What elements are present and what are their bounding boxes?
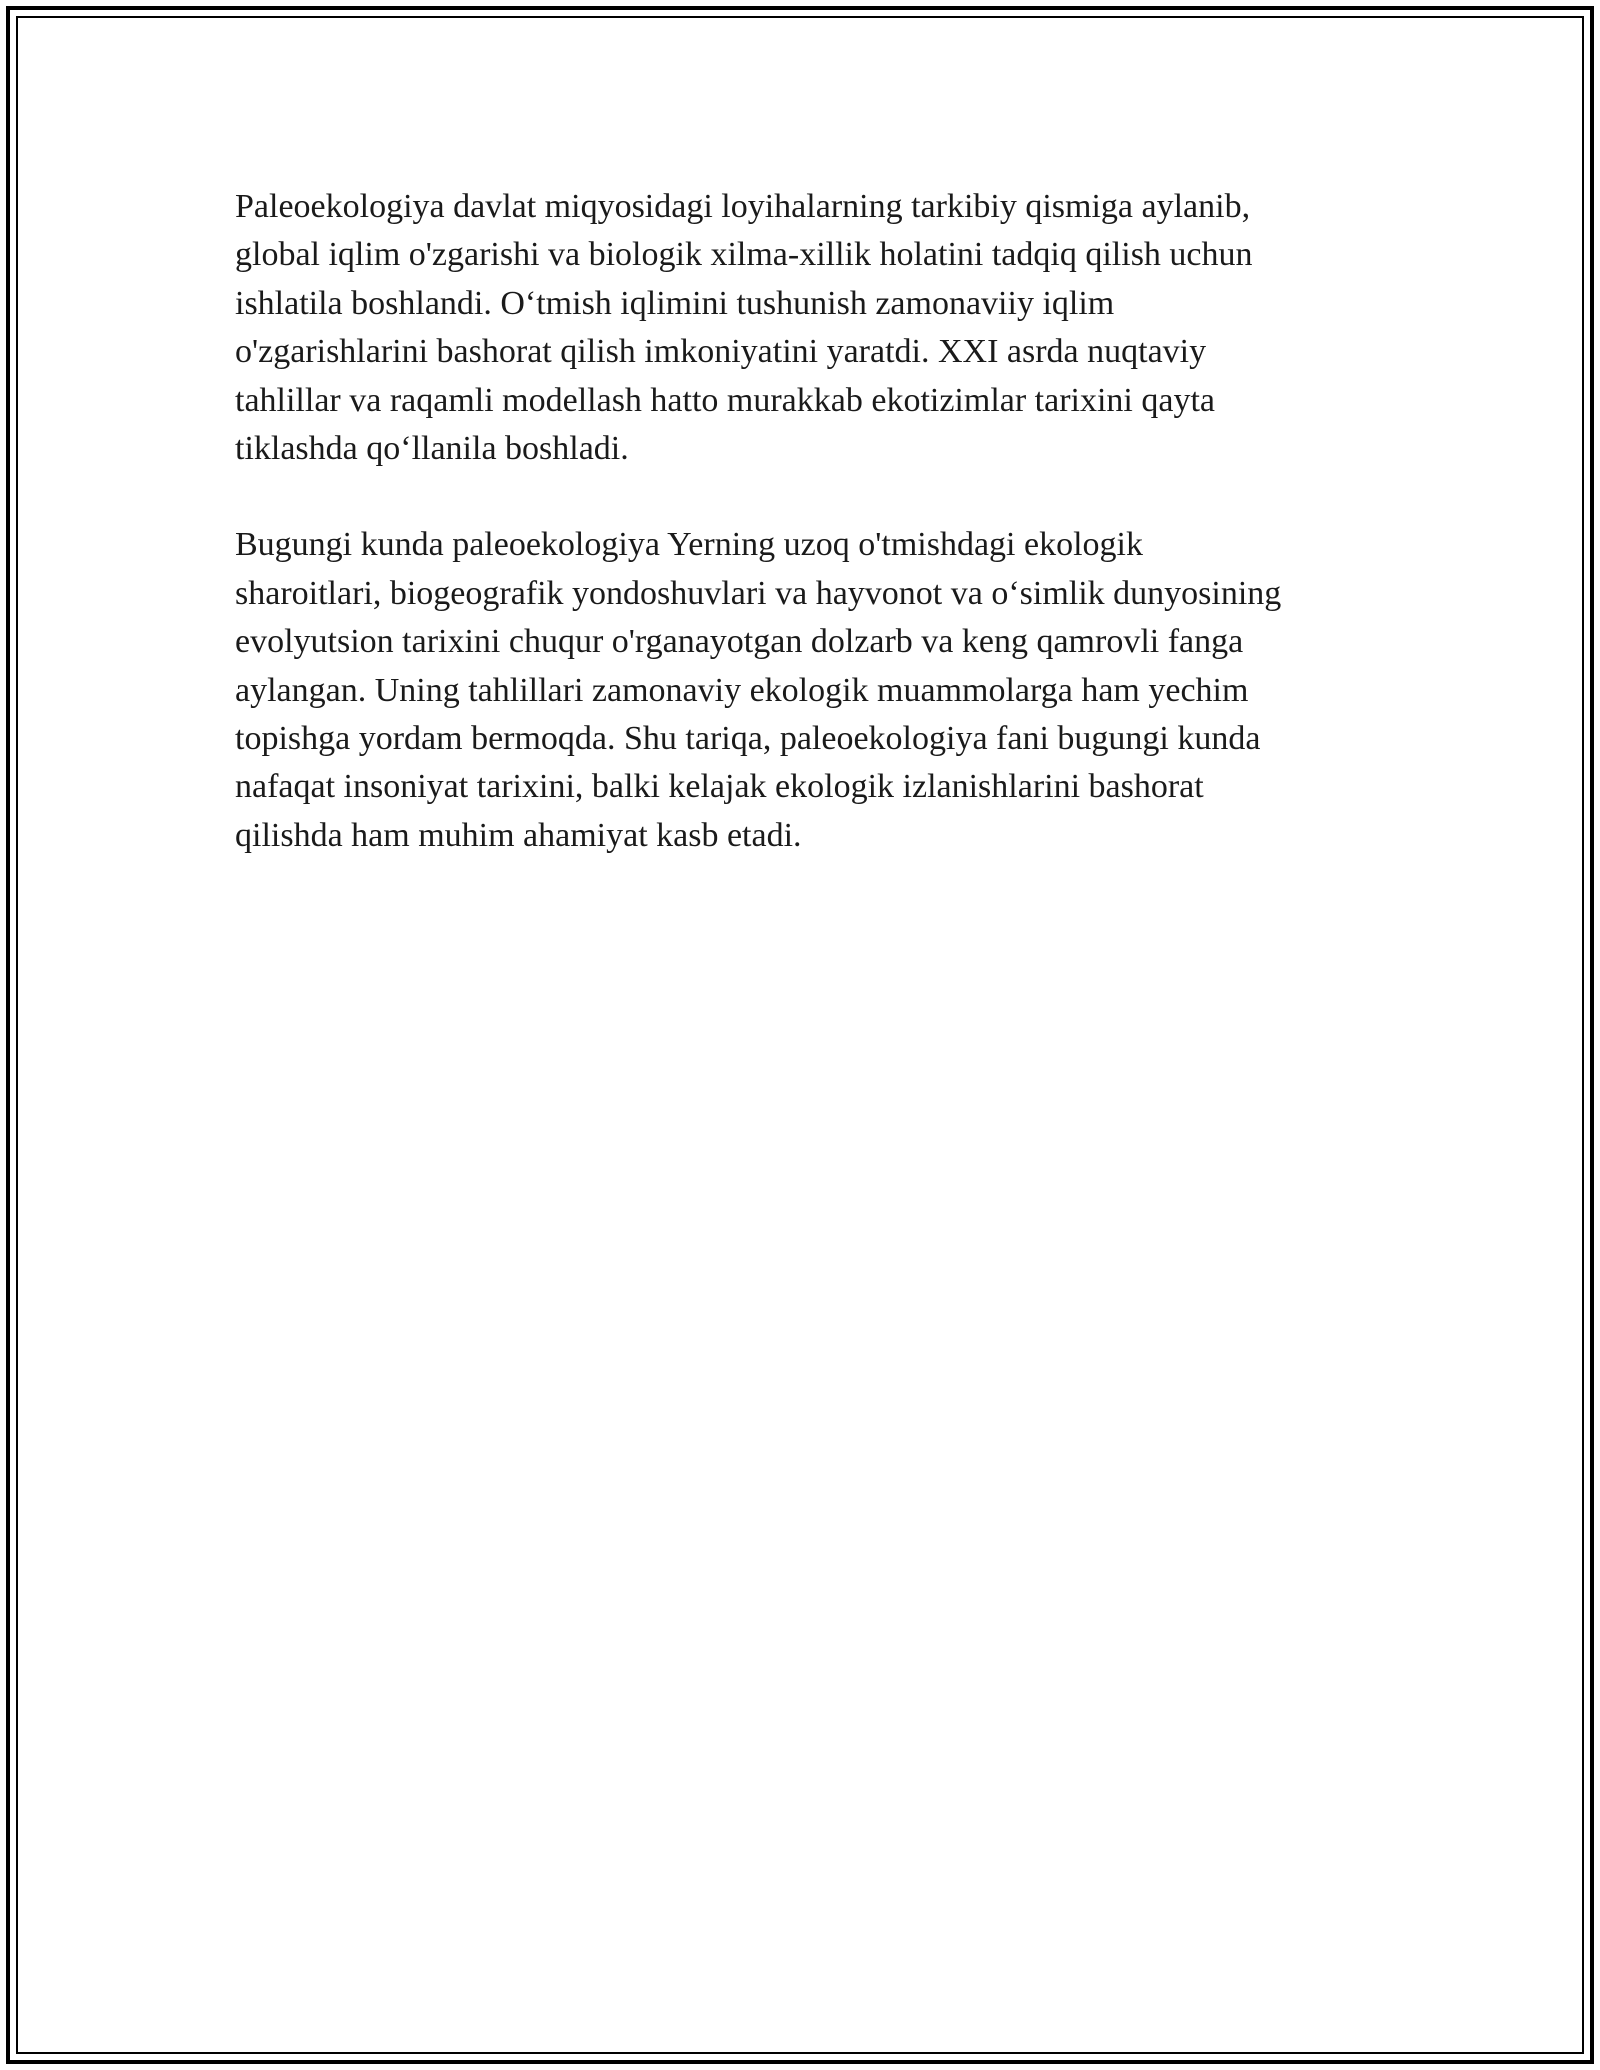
text-line: Paleoekologiya davlat miqyosidagi loyihalarning tarkibiy qismiga aylanib,	[235, 188, 1251, 225]
text-line: nafaqat insoniyat tarixini, balki kelajak ekologik izlanishlarini bashorat	[235, 768, 1204, 806]
text-line: topishga yordam bermoqda. Shu tariqa, paleoekologiya fani bugungi kunda	[235, 720, 1261, 758]
text-line: qilishda ham muhim ahamiyat kasb etadi.	[235, 816, 802, 854]
text-line: sharoitlari, biogeografik yondoshuvlari va hayvonot va o‘simlik dunyosining	[235, 574, 1282, 612]
document-body	[235, 183, 1435, 908]
text-line: evolyutsion tarixini chuqur o'rganayotgan dolzarb va keng qamrovli fanga	[235, 623, 1244, 661]
text-line: o'zgarishlarini bashorat qilish imkoniyatini yaratdi. XXI asrda nuqtaviy	[235, 333, 1207, 371]
text-line: ishlatila boshlandi. O‘tmish iqlimini tushunish zamonaviiy iqlim	[235, 284, 1115, 322]
text-line: tahlillar va raqamli modellash hatto murakkab ekotizimlar tarixini qayta	[235, 381, 1216, 419]
text-line: aylangan. Uning tahlillari zamonaviy ekologik muammolarga ham yechim	[235, 671, 1249, 709]
text-line: global iqlim o'zgarishi va biologik xilma-xillik holatini tadqiq qilish uchun	[235, 236, 1253, 274]
paragraph-1	[235, 183, 1435, 473]
text-line: Bugungi kunda paleoekologiya Yerning uzoq o'tmishdagi ekologik	[235, 526, 1143, 564]
text-line: tiklashda qo‘llanila boshladi.	[235, 430, 629, 468]
paragraph-2	[235, 521, 1435, 860]
